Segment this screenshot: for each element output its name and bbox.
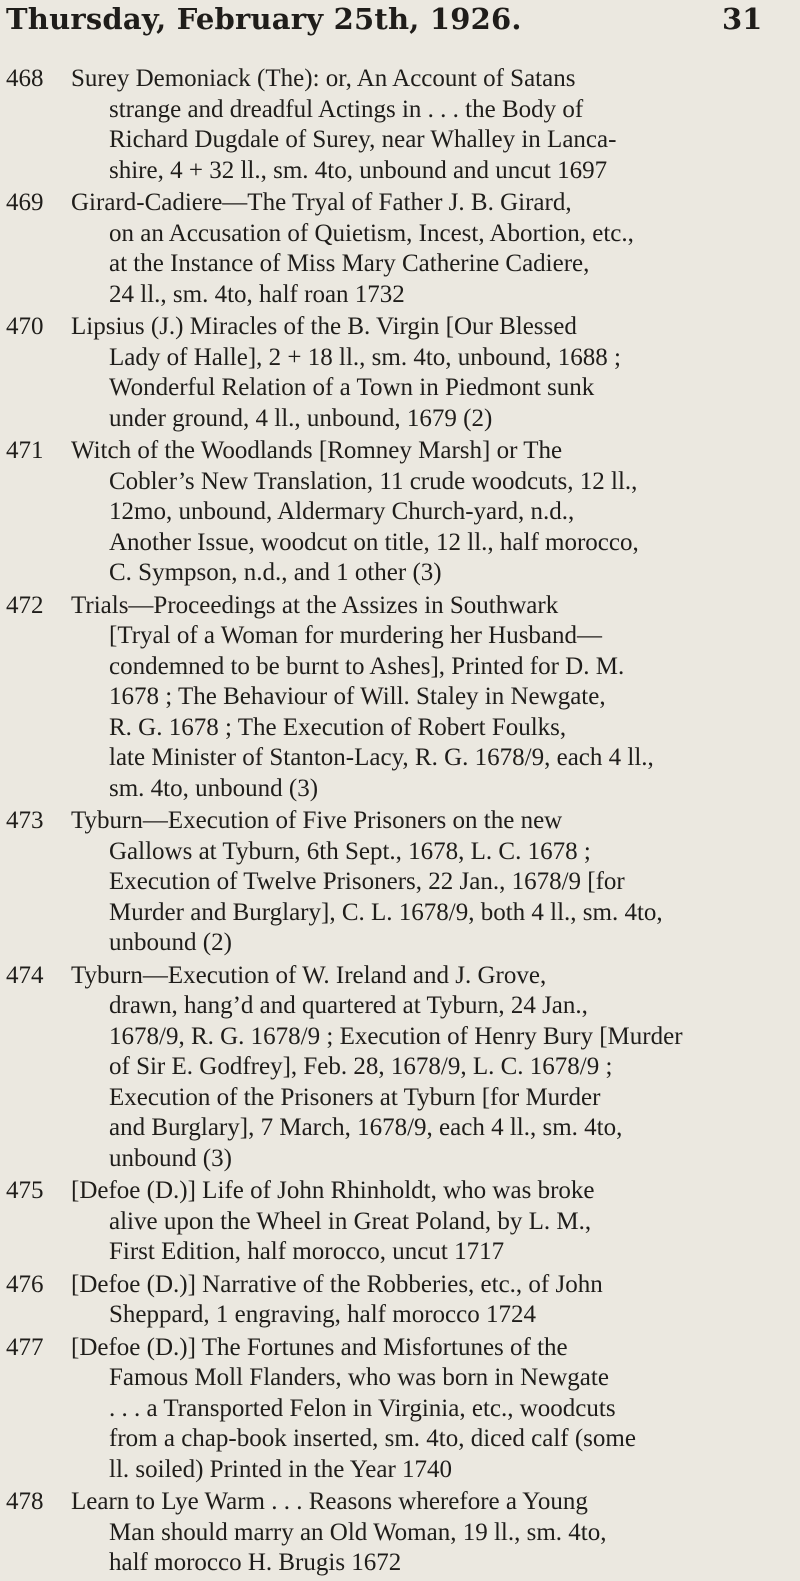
lot-line: First Edition, half morocco, uncut 1717 — [109, 1238, 505, 1265]
lot-number: 474 — [6, 961, 44, 989]
lot-line: Witch of the Woodlands [Romney Marsh] or The — [71, 437, 563, 464]
lot-line: [Defoe (D.)] Narrative of the Robberies, etc., of John — [71, 1270, 603, 1298]
lot-line: 1678/9, R. G. 1678/9 ; Execution of Henry Bury [Murder — [109, 1022, 683, 1050]
lot-line: Tyburn—Execution of Five Prisoners on the new — [71, 807, 563, 834]
lot-entry — [0, 1176, 800, 1268]
page-header — [0, 0, 800, 56]
lot-line: . . . a Transported Felon in Virginia, etc., woodcuts — [109, 1394, 616, 1422]
lot-number: 471 — [6, 437, 44, 464]
lot-line: Cobler’s New Translation, 11 crude woodcuts, 12 ll., — [109, 467, 638, 495]
lot-number: 468 — [6, 65, 44, 92]
lot-line: Sheppard, 1 engraving, half morocco 1724 — [109, 1301, 536, 1328]
running-head: Thursday, February 25th, 1926. — [6, 2, 522, 36]
lot-line: on an Accusation of Quietism, Incest, Abortion, etc., — [109, 219, 634, 247]
lot-line: Trials—Proceedings at the Assizes in Southwark — [71, 591, 559, 619]
lot-line: unbound (3) — [109, 1144, 232, 1172]
lot-entry — [0, 1487, 800, 1579]
lot-line: sm. 4to, unbound (3) — [109, 774, 319, 802]
lot-entry — [0, 806, 800, 959]
lot-description — [71, 1270, 779, 1331]
lot-list — [0, 64, 800, 1581]
lot-line: and Burglary], 7 March, 1678/9, each 4 ll., sm. 4to, — [109, 1114, 623, 1141]
lot-line: Lipsius (J.) Miracles of the B. Virgin [Our Blessed — [71, 313, 577, 340]
lot-description — [71, 591, 779, 805]
lot-number: 475 — [6, 1177, 44, 1204]
lot-line: drawn, hang’d and quartered at Tyburn, 24 Jan., — [109, 992, 588, 1019]
lot-entry — [0, 1333, 800, 1486]
lot-line: C. Sympson, n.d., and 1 other (3) — [109, 559, 442, 586]
lot-number: 473 — [6, 807, 44, 834]
lot-description — [71, 1333, 779, 1486]
lot-line: Another Issue, woodcut on title, 12 ll., half morocco, — [109, 528, 639, 556]
lot-description — [71, 436, 779, 589]
lot-line: at the Instance of Miss Mary Catherine Cadiere, — [109, 250, 590, 277]
lot-line: of Sir E. Godfrey], Feb. 28, 1678/9, L. C. 1678/9 ; — [109, 1053, 613, 1080]
lot-line: Murder and Burglary], C. L. 1678/9, both 4 ll., sm. 4to, — [109, 898, 663, 926]
lot-line: Surey Demoniack (The): or, An Account of Satans — [71, 65, 576, 92]
lot-line: Girard-Cadiere—The Tryal of Father J. B. Girard, — [71, 189, 572, 216]
lot-line: alive upon the Wheel in Great Poland, by L. M., — [109, 1207, 592, 1235]
lot-line: from a chap-book inserted, sm. 4to, diced calf (some — [109, 1425, 636, 1452]
lot-line: ll. soiled) Printed in the Year 1740 — [109, 1455, 453, 1483]
lot-line: shire, 4 + 32 ll., sm. 4to, unbound and uncut 1697 — [109, 156, 608, 184]
lot-line: Execution of the Prisoners at Tyburn [for Murder — [109, 1083, 601, 1111]
lot-number: 470 — [6, 313, 44, 340]
lot-line: 1678 ; The Behaviour of Will. Staley in Newgate, — [109, 683, 606, 710]
lot-entry — [0, 961, 800, 1175]
lot-line: strange and dreadful Actings in . . . the Body of — [109, 95, 584, 123]
lot-line: condemned to be burnt to Ashes], Printed for D. M. — [109, 652, 625, 680]
lot-entry — [0, 436, 800, 589]
lot-line: 24 ll., sm. 4to, half roan 1732 — [109, 280, 405, 308]
lot-entry — [0, 1270, 800, 1331]
lot-line: Execution of Twelve Prisoners, 22 Jan., 1678/9 [for — [109, 868, 625, 895]
lot-number: 477 — [6, 1333, 44, 1361]
lot-description — [71, 312, 779, 434]
lot-description — [71, 961, 779, 1175]
lot-description — [71, 1176, 779, 1268]
lot-line: late Minister of Stanton-Lacy, R. G. 1678/9, each 4 ll., — [109, 744, 654, 771]
lot-entry — [0, 591, 800, 805]
lot-line: R. G. 1678 ; The Execution of Robert Foulks, — [109, 713, 567, 741]
lot-number: 472 — [6, 591, 44, 619]
lot-description — [71, 806, 779, 959]
page-number: 31 — [722, 2, 763, 36]
lot-line: unbound (2) — [109, 929, 232, 956]
lot-line: 12mo, unbound, Aldermary Church-yard, n.d., — [109, 498, 575, 525]
lot-entry — [0, 188, 800, 310]
lot-entry — [0, 64, 800, 186]
lot-line: Lady of Halle], 2 + 18 ll., sm. 4to, unbound, 1688 ; — [109, 343, 621, 371]
lot-line: under ground, 4 ll., unbound, 1679 (2) — [109, 404, 493, 432]
lot-line: [Defoe (D.)] The Fortunes and Misfortunes of the — [71, 1333, 568, 1361]
lot-description — [71, 188, 779, 310]
lot-description — [71, 1487, 779, 1579]
lot-entry — [0, 312, 800, 434]
lot-line: Learn to Lye Warm . . . Reasons wherefore a Young — [71, 1488, 588, 1515]
lot-number: 476 — [6, 1270, 44, 1298]
lot-line: [Tryal of a Woman for murdering her Husband— — [109, 622, 603, 649]
lot-line: half morocco H. Brugis 1672 — [109, 1549, 402, 1576]
lot-description — [71, 64, 779, 186]
lot-line: Man should marry an Old Woman, 19 ll., sm. 4to, — [109, 1518, 607, 1546]
lot-line: Wonderful Relation of a Town in Piedmont sunk — [109, 374, 595, 401]
lot-line: Famous Moll Flanders, who was born in Newgate — [109, 1364, 609, 1391]
lot-line: [Defoe (D.)] Life of John Rhinholdt, who was broke — [71, 1177, 595, 1204]
lot-number: 469 — [6, 189, 44, 216]
lot-line: Richard Dugdale of Surey, near Whalley in Lanca- — [109, 126, 617, 153]
lot-number: 478 — [6, 1488, 44, 1515]
lot-line: Gallows at Tyburn, 6th Sept., 1678, L. C. 1678 ; — [109, 837, 591, 865]
lot-line: Tyburn—Execution of W. Ireland and J. Grove, — [71, 961, 547, 989]
